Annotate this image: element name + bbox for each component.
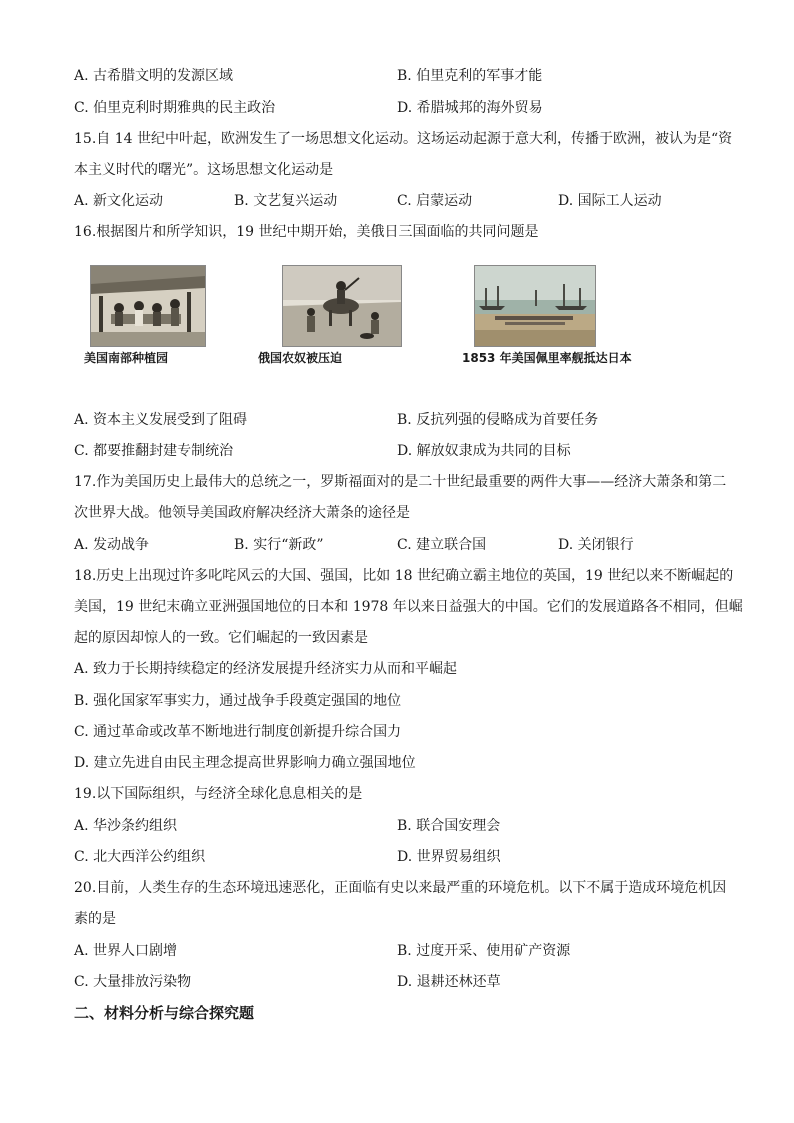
q20-stem-line1: 20.目前，人类生存的生态环境迅速恶化，正面临有史以来最严重的环境危机。以下不属于造成环境危机因 [74,880,727,896]
q17-option-d: D. 关闭银行 [558,537,634,553]
q14-option-c: C. 伯里克利时期雅典的民主政治 [74,100,276,116]
section-heading: 二、材料分析与综合探究题 [74,1004,255,1022]
q14-option-b: B. 伯里克利的军事才能 [397,68,543,84]
q15-stem-line2: 本主义时代的曙光”。这场思想文化运动是 [74,162,334,178]
q20-option-a: A. 世界人口剧增 [74,943,178,959]
q14-option-d: D. 希腊城邦的海外贸易 [397,100,543,116]
q16-option-b: B. 反抗列强的侵略成为首要任务 [397,412,599,428]
q14-option-a: A. 古希腊文明的发源区域 [74,68,234,84]
q18-stem-line3: 起的原因却惊人的一致。它们崛起的一致因素是 [74,630,368,646]
q18-option-c: C. 通过革命或改革不断地进行制度创新提升综合国力 [74,724,402,740]
q17-stem-line1: 17.作为美国历史上最伟大的总统之一，罗斯福面对的是二十世纪最重要的两件大事——经济大萧条和第二 [74,474,727,490]
q19-option-d: D. 世界贸易组织 [397,849,501,865]
plantation-caption: 美国南部种植园 [84,351,169,365]
q16-option-c: C. 都要推翻封建专制统治 [74,443,234,459]
q17-option-b: B. 实行“新政” [234,537,324,553]
q20-option-d: D. 退耕还林还草 [397,974,501,990]
q15-stem-line1: 15.自 14 世纪中叶起，欧洲发生了一场思想文化运动。这场运动起源于意大利，传播于欧洲，被认为是“资 [74,131,733,147]
q17-option-c: C. 建立联合国 [397,537,487,553]
q15-option-b: B. 文艺复兴运动 [234,193,338,209]
q18-option-d: D. 建立先进自由民主理念提高世界影响力确立强国地位 [74,755,416,771]
perry-fleet-image [474,265,596,347]
q18-stem-line1: 18.历史上出现过许多叱咤风云的大国、强国，比如 18 世纪确立霸主地位的英国，19 世纪以来不断崛起的 [74,568,734,584]
perry-fleet-caption: 1853 年美国佩里率舰抵达日本 [462,351,632,365]
q15-option-c: C. 启蒙运动 [397,193,473,209]
q17-option-a: A. 发动战争 [74,537,150,553]
q20-option-c: C. 大量排放污染物 [74,974,192,990]
q19-option-c: C. 北大西洋公约组织 [74,849,206,865]
q20-stem-line2: 素的是 [74,911,116,927]
q18-stem-line2: 美国，19 世纪末确立亚洲强国地位的日本和 1978 年以来日益强大的中国。它们的发展道路各不相同，但崛 [74,599,743,615]
q16-option-d: D. 解放奴隶成为共同的目标 [397,443,571,459]
q15-option-a: A. 新文化运动 [74,193,164,209]
plantation-image [90,265,206,347]
q19-option-b: B. 联合国安理会 [397,818,501,834]
serf-caption: 俄国农奴被压迫 [258,351,343,365]
serf-image [282,265,402,347]
q20-option-b: B. 过度开采、使用矿产资源 [397,943,571,959]
q19-option-a: A. 华沙条约组织 [74,818,178,834]
q15-option-d: D. 国际工人运动 [558,193,662,209]
q19-stem: 19.以下国际组织，与经济全球化息息相关的是 [74,786,363,802]
q16-option-a: A. 资本主义发展受到了阻碍 [74,412,248,428]
q16-stem: 16.根据图片和所学知识，19 世纪中期开始，美俄日三国面临的共同问题是 [74,224,539,240]
q17-stem-line2: 次世界大战。他领导美国政府解决经济大萧条的途径是 [74,505,410,521]
q18-option-a: A. 致力于长期持续稳定的经济发展提升经济实力从而和平崛起 [74,661,458,677]
q18-option-b: B. 强化国家军事实力，通过战争手段奠定强国的地位 [74,693,402,709]
